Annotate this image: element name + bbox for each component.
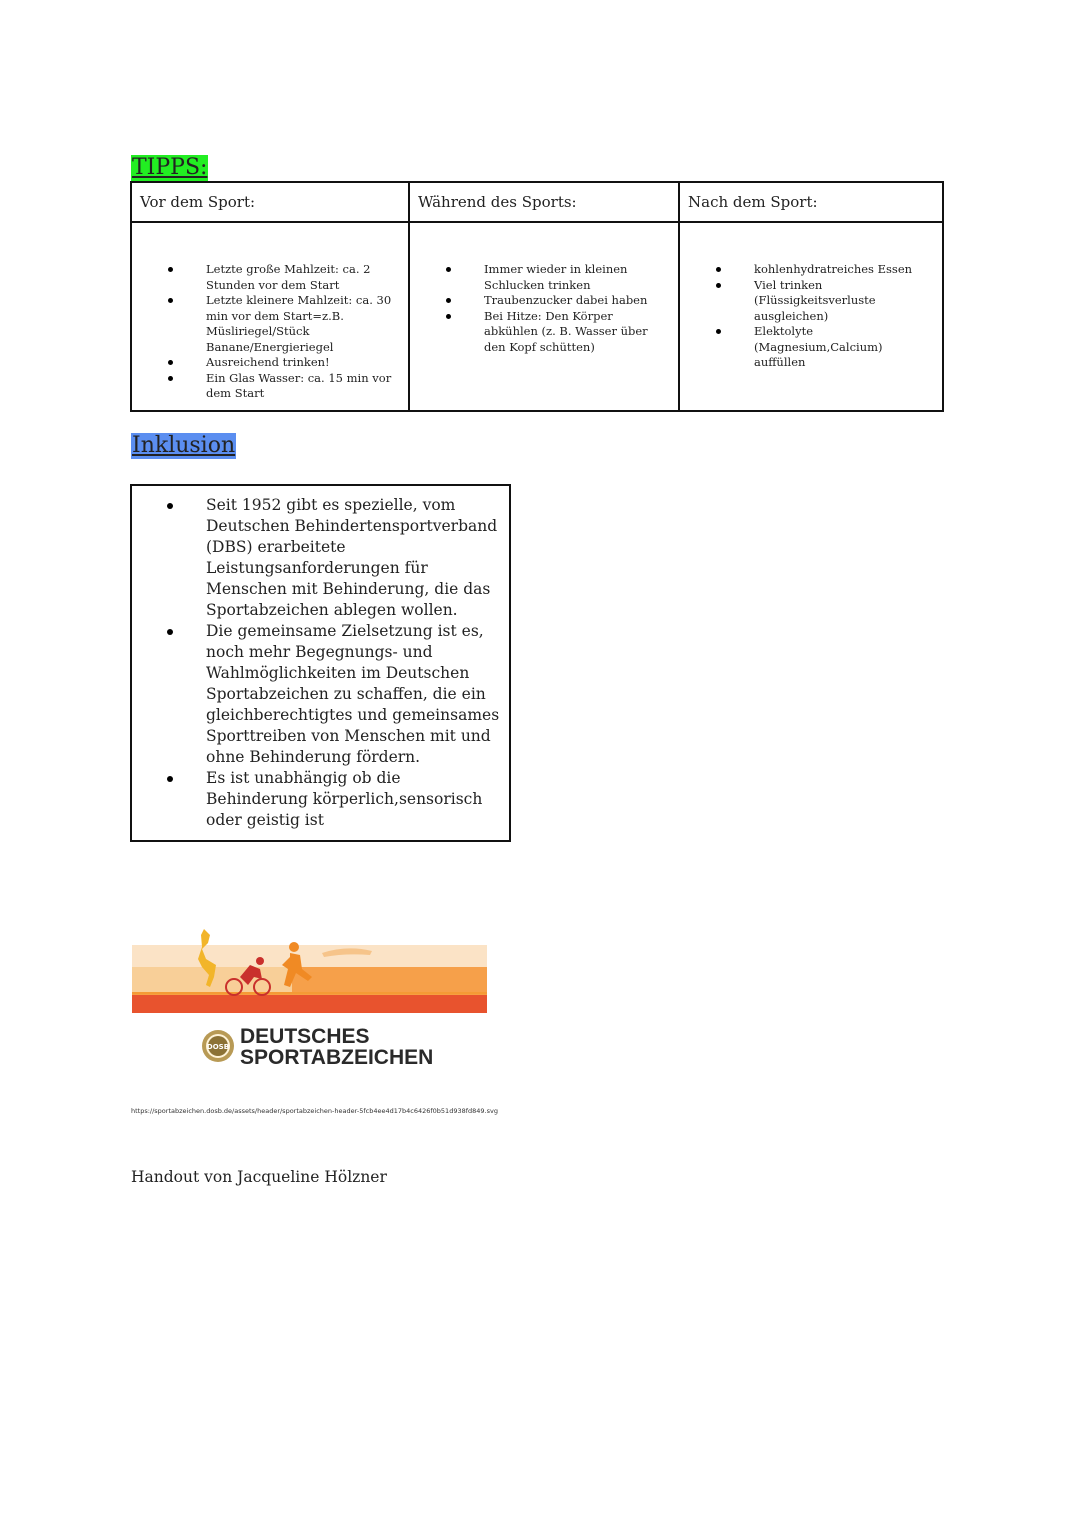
logo-line2: SPORTABZEICHEN	[240, 1046, 434, 1069]
inklusion-list	[132, 495, 509, 831]
inklusion-heading: Inklusion	[132, 433, 236, 458]
list-item: Ausreichend trinken!	[132, 355, 398, 371]
tips-list-during	[410, 262, 668, 355]
column-header-after: Nach dem Sport:	[679, 182, 943, 222]
list-item: Ein Glas Wasser: ca. 15 min vor dem Start	[132, 371, 398, 402]
list-item: Letzte kleinere Mahlzeit: ca. 30 min vor dem Start=z.B. Müsliriegel/Stück Banane/Energieriegel	[132, 293, 398, 355]
inklusion-box	[130, 484, 511, 842]
cell-before	[131, 222, 409, 411]
list-item: kohlenhydratreiches Essen	[680, 262, 932, 278]
list-item: Immer wieder in kleinen Schlucken trinken	[410, 262, 668, 293]
cell-during	[409, 222, 679, 411]
list-item: Die gemeinsame Zielsetzung ist es, noch mehr Begegnungs- und Wahlmöglichkeiten im Deutschen Sportabzeichen zu schaffen, die ein gleichberechtigtes und gemeinsames Sporttreiben von Menschen mit und ohne Behinderung fördern.	[132, 621, 509, 768]
cell-after	[679, 222, 943, 411]
tipps-heading: TIPPS:	[132, 155, 208, 180]
column-header-during: Während des Sports:	[409, 182, 679, 222]
tips-list-before	[132, 262, 398, 402]
dosb-badge-icon	[202, 1030, 234, 1062]
list-item: Traubenzucker dabei haben	[410, 293, 668, 309]
list-item: Elektolyte (Magnesium,Calcium) auffüllen	[680, 324, 932, 371]
list-item: Letzte große Mahlzeit: ca. 2 Stunden vor dem Start	[132, 262, 398, 293]
source-url: https://sportabzeichen.dosb.de/assets/header/sportabzeichen-header-5fcb4ee4d17b4c6426f0b51d938fd849.svg	[131, 1107, 498, 1115]
svg-text:DOSB: DOSB	[206, 1043, 230, 1051]
list-item: Viel trinken (Flüssigkeitsverluste ausgleichen)	[680, 278, 932, 325]
sportabzeichen-logo	[132, 925, 487, 1075]
list-item: Seit 1952 gibt es spezielle, vom Deutschen Behindertensportverband (DBS) erarbeitete Leistungsanforderungen für Menschen mit Behinderung, die das Sportabzeichen ablegen wollen.	[132, 495, 509, 621]
list-item: Es ist unabhängig ob die Behinderung körperlich,sensorisch oder geistig ist	[132, 768, 509, 831]
tips-list-after	[680, 262, 932, 371]
list-item: Bei Hitze: Den Körper abkühlen (z. B. Wasser über den Kopf schütten)	[410, 309, 668, 356]
footer-author: Handout von Jacqueline Hölzner	[131, 1168, 387, 1186]
tips-table	[130, 181, 944, 412]
column-header-before: Vor dem Sport:	[131, 182, 409, 222]
logo-line1: DEUTSCHES	[240, 1025, 370, 1048]
